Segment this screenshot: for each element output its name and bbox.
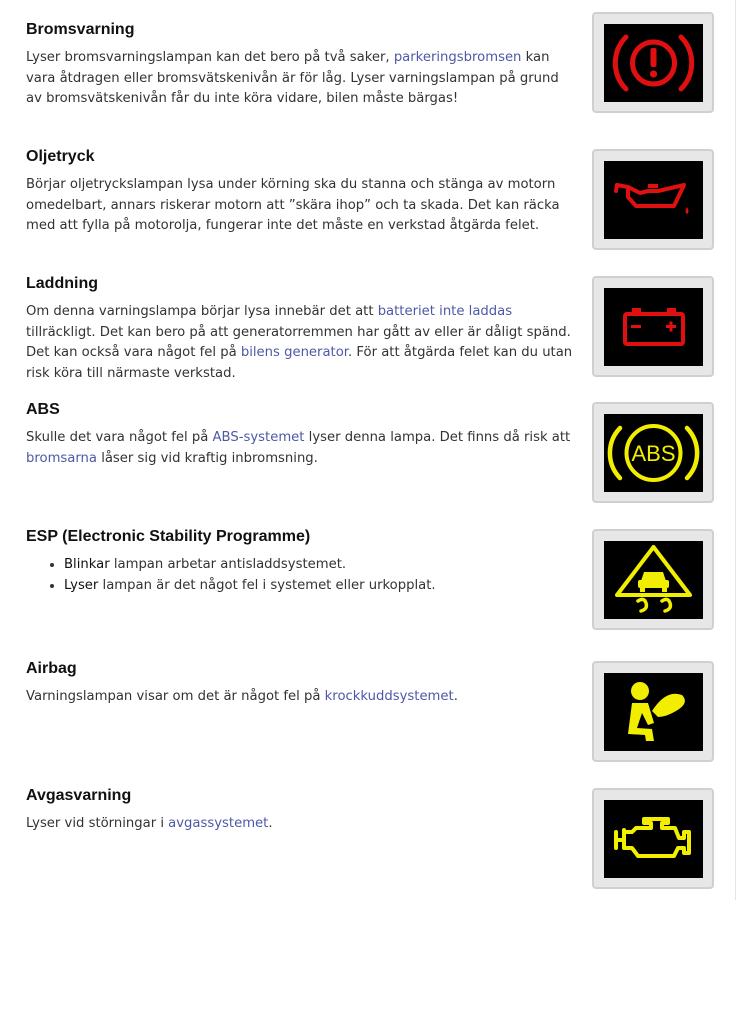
section-bromsvarning <box>26 20 576 110</box>
bullet-item <box>64 555 576 576</box>
engine-check-icon <box>604 800 703 878</box>
abs-icon <box>604 414 703 492</box>
text-segment: Lyser vid störningar i <box>26 816 169 831</box>
section-abs <box>26 400 576 469</box>
section-title: Laddning <box>26 275 98 292</box>
text-segment: Om denna varningslampa börjar lysa innebär det att <box>26 304 378 319</box>
section-avgasvarning <box>26 786 576 835</box>
section-description <box>26 48 576 110</box>
section-airbag <box>26 659 576 708</box>
section-laddning <box>26 274 576 384</box>
section-description <box>26 302 576 384</box>
link-bromsarna[interactable]: bromsarna <box>26 450 97 466</box>
section-title: ESP (Electronic Stability Programme) <box>26 528 311 545</box>
text-segment: tillräckligt. Det kan bero på att generatorremmen har gått av eller är dåligt spänd. Det kan också vara något fel på <box>26 324 571 360</box>
link-batteriet-inte-laddas[interactable]: batteriet inte laddas <box>377 304 513 319</box>
oil-pressure-icon <box>604 161 703 239</box>
text-segment: låser sig vid kraftig inbromsning. <box>97 450 318 466</box>
bullet-item <box>64 576 576 597</box>
section-title: Airbag <box>26 660 77 677</box>
warning-light-tile <box>592 12 714 113</box>
section-description <box>26 175 576 237</box>
airbag-icon <box>604 673 703 751</box>
text-segment: Skulle det vara något fel på <box>26 430 213 445</box>
warning-light-tile <box>592 788 714 889</box>
section-title: Oljetryck <box>26 148 95 165</box>
link-krockkuddsystemet[interactable]: krockkuddsystemet <box>324 689 454 704</box>
text-segment: lyser denna lampa. Det finns då risk att <box>304 430 571 445</box>
brake-warning-icon <box>604 24 703 102</box>
section-title: Avgasvarning <box>26 787 132 804</box>
text-segment: . För att åtgärda felet kan du utan risk köra till närmaste verkstad. <box>26 345 573 381</box>
warning-light-tile <box>592 149 714 250</box>
warning-light-tile <box>592 529 714 630</box>
text-segment: . <box>268 816 273 831</box>
section-oljetryck <box>26 147 576 237</box>
link-bilens-generator[interactable]: bilens generator <box>240 345 349 360</box>
bullet-text: lampan är det något fel i systemet eller urkopplat. <box>98 577 436 593</box>
section-title: Bromsvarning <box>26 21 135 38</box>
bullet-keyword: Blinkar <box>64 557 110 572</box>
esp-skid-icon <box>604 541 703 619</box>
text-segment: Varningslampan visar om det är något fel på <box>26 689 325 704</box>
page-edge-divider <box>735 0 736 900</box>
section-title: ABS <box>26 401 60 418</box>
section-description <box>26 687 576 708</box>
abs-icon-text: ABS <box>631 441 676 466</box>
section-description <box>26 814 576 835</box>
text-segment: . <box>453 689 458 704</box>
bullet-keyword: Lyser <box>64 577 99 593</box>
warning-light-tile <box>592 661 714 762</box>
text-segment: kan vara åtdragen eller bromsvätskenivån är för låg. Lyser varningslampan på grund av bromsvätskenivån får du inte köra vidare, bilen måste bärgas! <box>26 50 559 106</box>
warning-light-tile <box>592 402 714 503</box>
warning-light-tile <box>592 276 714 377</box>
bullet-list <box>26 555 576 596</box>
link-avgassystemet[interactable]: avgassystemet <box>168 816 269 831</box>
text-segment: Börjar oljetryckslampan lysa under körning ska du stanna och stänga av motorn omedelbart, annars riskerar motorn att ”skära ihop” och ta skada. Det kan räcka med att fylla på motorolja, fungerar inte det måste en verkstad åtgärda felet. <box>26 177 560 233</box>
battery-icon <box>604 288 703 366</box>
section-description <box>26 428 576 469</box>
section-esp <box>26 527 576 596</box>
link-parkeringsbromsen[interactable]: parkeringsbromsen <box>393 50 522 65</box>
text-segment: Lyser bromsvarningslampan kan det bero på två saker, <box>26 50 394 65</box>
link-abs-systemet[interactable]: ABS-systemet <box>212 430 305 445</box>
bullet-text: lampan arbetar antisladdsystemet. <box>109 557 347 572</box>
